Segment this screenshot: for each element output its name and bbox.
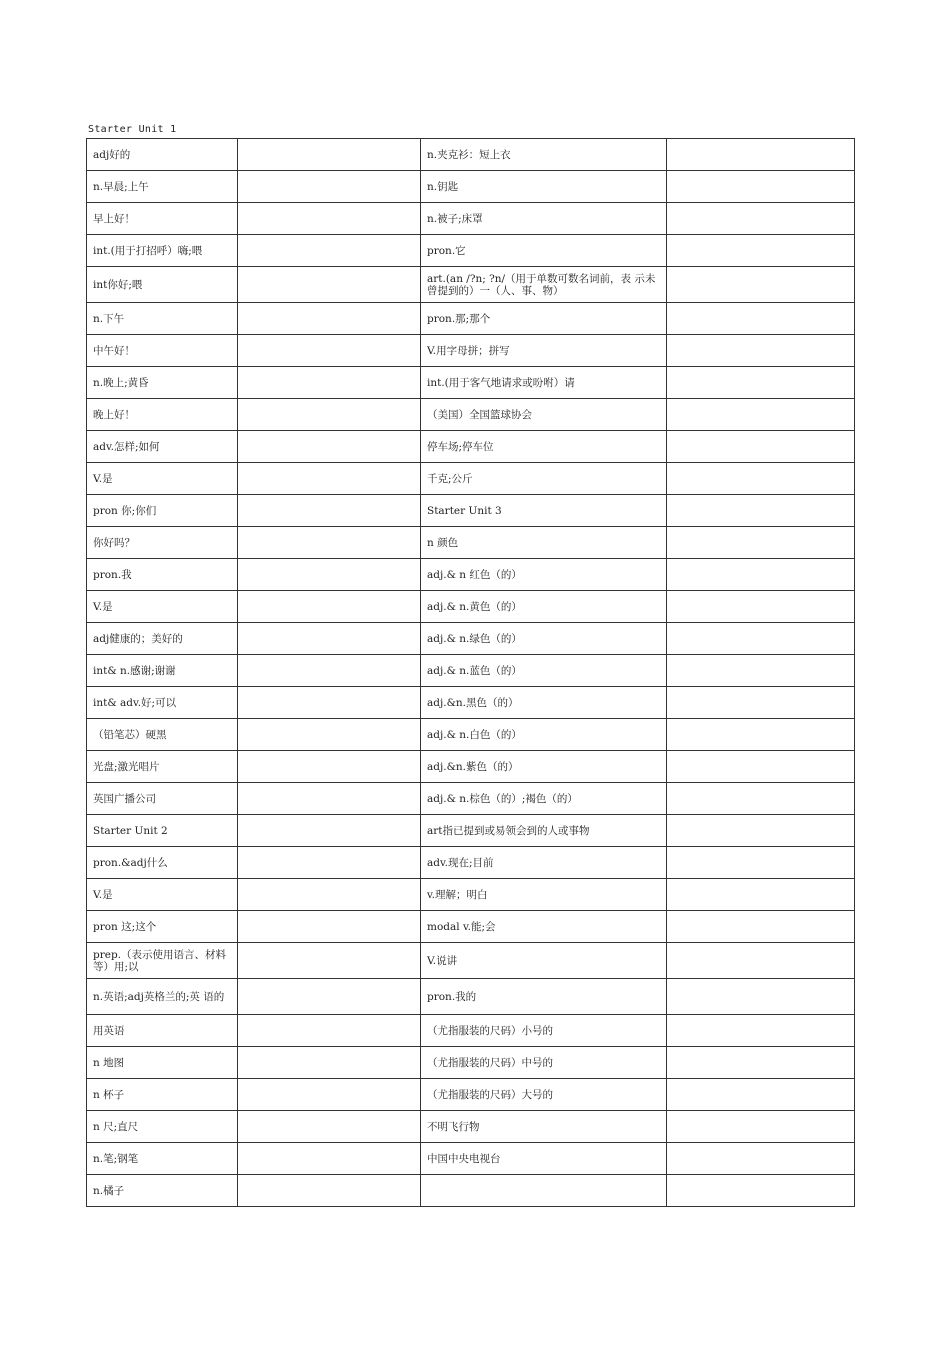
table-row <box>87 335 855 367</box>
table-row <box>87 235 855 267</box>
right-answer-cell <box>667 171 855 203</box>
right-answer-cell <box>667 979 855 1015</box>
left-answer-cell <box>238 431 421 463</box>
left-term-cell: adv.怎样;如何 <box>87 431 238 463</box>
left-term-cell: 你好吗？ <box>87 527 238 559</box>
right-answer-cell <box>667 1047 855 1079</box>
vocabulary-table-body <box>87 139 855 1207</box>
right-answer-cell <box>667 559 855 591</box>
right-answer-cell <box>667 655 855 687</box>
left-term-cell: int& adv.好;可以 <box>87 687 238 719</box>
right-term-cell: 中国中央电视台 <box>421 1143 667 1175</box>
right-answer-cell <box>667 879 855 911</box>
table-row <box>87 623 855 655</box>
right-term-cell: pron.我的 <box>421 979 667 1015</box>
table-row <box>87 367 855 399</box>
table-row <box>87 687 855 719</box>
right-term-cell: （美国）全国篮球协会 <box>421 399 667 431</box>
right-term-cell: n.钥匙 <box>421 171 667 203</box>
right-answer-cell <box>667 847 855 879</box>
left-answer-cell <box>238 1015 421 1047</box>
right-term-cell: int.(用于客气地请求或吩咐）请 <box>421 367 667 399</box>
table-row <box>87 847 855 879</box>
left-answer-cell <box>238 591 421 623</box>
left-answer-cell <box>238 463 421 495</box>
left-term-cell: n.早晨;上午 <box>87 171 238 203</box>
table-row <box>87 719 855 751</box>
left-answer-cell <box>238 267 421 303</box>
left-term-cell: adj健康的；美好的 <box>87 623 238 655</box>
left-answer-cell <box>238 527 421 559</box>
table-row <box>87 1111 855 1143</box>
table-row <box>87 1015 855 1047</box>
left-term-cell: int& n.感谢;谢谢 <box>87 655 238 687</box>
left-answer-cell <box>238 623 421 655</box>
left-term-cell: 光盘;激光唱片 <box>87 751 238 783</box>
left-term-cell: adj好的 <box>87 139 238 171</box>
right-term-cell <box>421 1175 667 1207</box>
left-answer-cell <box>238 1175 421 1207</box>
left-term-cell: n 杯子 <box>87 1079 238 1111</box>
right-answer-cell <box>667 431 855 463</box>
table-row <box>87 171 855 203</box>
left-answer-cell <box>238 235 421 267</box>
left-term-cell: V.是 <box>87 591 238 623</box>
left-term-cell: pron.&adj什么 <box>87 847 238 879</box>
left-answer-cell <box>238 399 421 431</box>
left-term-cell: 用英语 <box>87 1015 238 1047</box>
left-term-cell: n.下午 <box>87 303 238 335</box>
right-answer-cell <box>667 1015 855 1047</box>
right-answer-cell <box>667 267 855 303</box>
left-term-cell: n.笔;钢笔 <box>87 1143 238 1175</box>
table-row <box>87 879 855 911</box>
right-term-cell: adj.&n.紫色（的） <box>421 751 667 783</box>
table-row <box>87 267 855 303</box>
left-answer-cell <box>238 911 421 943</box>
right-term-cell: v.理解；明白 <box>421 879 667 911</box>
table-row <box>87 203 855 235</box>
right-answer-cell <box>667 1079 855 1111</box>
right-answer-cell <box>667 1175 855 1207</box>
right-answer-cell <box>667 719 855 751</box>
right-answer-cell <box>667 527 855 559</box>
right-answer-cell <box>667 367 855 399</box>
right-term-cell: 停车场;停车位 <box>421 431 667 463</box>
right-term-cell: Starter Unit 3 <box>421 495 667 527</box>
right-answer-cell <box>667 623 855 655</box>
right-answer-cell <box>667 203 855 235</box>
left-term-cell: pron.我 <box>87 559 238 591</box>
left-answer-cell <box>238 495 421 527</box>
right-answer-cell <box>667 815 855 847</box>
right-term-cell: （尤指服装的尺码）中号的 <box>421 1047 667 1079</box>
right-term-cell: （尤指服装的尺码）小号的 <box>421 1015 667 1047</box>
right-answer-cell <box>667 1143 855 1175</box>
table-row <box>87 139 855 171</box>
right-term-cell: V.说讲 <box>421 943 667 979</box>
right-term-cell: modal v.能;会 <box>421 911 667 943</box>
left-term-cell: prep.（表示使用语言、材料等）用;以 <box>87 943 238 979</box>
left-term-cell: n.英语;adj英格兰的;英 语的 <box>87 979 238 1015</box>
left-term-cell: 中午好！ <box>87 335 238 367</box>
left-answer-cell <box>238 171 421 203</box>
table-row <box>87 815 855 847</box>
right-term-cell: 不明飞行物 <box>421 1111 667 1143</box>
right-term-cell: adv.现在;目前 <box>421 847 667 879</box>
left-answer-cell <box>238 979 421 1015</box>
table-row <box>87 559 855 591</box>
right-term-cell: 千克;公斤 <box>421 463 667 495</box>
left-term-cell: 英国广播公司 <box>87 783 238 815</box>
right-term-cell: pron.它 <box>421 235 667 267</box>
right-term-cell: art.(an /?n; ?n/（用于单数可数名词前，表 示未曾提到的）一（人、事、物） <box>421 267 667 303</box>
right-term-cell: adj.& n 红色（的） <box>421 559 667 591</box>
left-answer-cell <box>238 1111 421 1143</box>
table-row <box>87 943 855 979</box>
right-term-cell: art指已提到或易领会到的人或事物 <box>421 815 667 847</box>
table-row <box>87 591 855 623</box>
right-answer-cell <box>667 1111 855 1143</box>
left-answer-cell <box>238 687 421 719</box>
left-answer-cell <box>238 1079 421 1111</box>
right-term-cell: （尤指服装的尺码）大号的 <box>421 1079 667 1111</box>
right-answer-cell <box>667 335 855 367</box>
right-answer-cell <box>667 591 855 623</box>
right-term-cell: adj.& n.棕色（的）;褐色（的） <box>421 783 667 815</box>
left-term-cell: n.晚上;黄昏 <box>87 367 238 399</box>
right-term-cell: adj.& n.白色（的） <box>421 719 667 751</box>
left-answer-cell <box>238 655 421 687</box>
left-answer-cell <box>238 203 421 235</box>
table-row <box>87 303 855 335</box>
right-answer-cell <box>667 139 855 171</box>
table-row <box>87 1175 855 1207</box>
right-term-cell: adj.& n.黄色（的） <box>421 591 667 623</box>
left-answer-cell <box>238 367 421 399</box>
left-term-cell: pron 这;这个 <box>87 911 238 943</box>
table-row <box>87 655 855 687</box>
left-term-cell: int你好;喂 <box>87 267 238 303</box>
right-term-cell: pron.那;那个 <box>421 303 667 335</box>
right-answer-cell <box>667 399 855 431</box>
table-row <box>87 979 855 1015</box>
left-term-cell: 早上好！ <box>87 203 238 235</box>
table-row <box>87 911 855 943</box>
table-row <box>87 527 855 559</box>
left-term-cell: n 尺;直尺 <box>87 1111 238 1143</box>
left-answer-cell <box>238 847 421 879</box>
left-term-cell: V.是 <box>87 879 238 911</box>
left-term-cell: n 地图 <box>87 1047 238 1079</box>
left-answer-cell <box>238 139 421 171</box>
table-row <box>87 1047 855 1079</box>
vocabulary-table <box>86 138 855 1207</box>
left-answer-cell <box>238 335 421 367</box>
left-answer-cell <box>238 879 421 911</box>
left-answer-cell <box>238 815 421 847</box>
table-row <box>87 495 855 527</box>
left-answer-cell <box>238 1143 421 1175</box>
right-answer-cell <box>667 687 855 719</box>
right-term-cell: adj.& n.绿色（的） <box>421 623 667 655</box>
left-answer-cell <box>238 943 421 979</box>
right-term-cell: n 颜色 <box>421 527 667 559</box>
right-answer-cell <box>667 783 855 815</box>
table-row <box>87 399 855 431</box>
right-answer-cell <box>667 235 855 267</box>
left-answer-cell <box>238 1047 421 1079</box>
left-answer-cell <box>238 303 421 335</box>
right-answer-cell <box>667 303 855 335</box>
table-row <box>87 431 855 463</box>
left-term-cell: （铅笔芯）硬黑 <box>87 719 238 751</box>
left-answer-cell <box>238 783 421 815</box>
right-term-cell: n.夹克衫：短上衣 <box>421 139 667 171</box>
right-answer-cell <box>667 495 855 527</box>
left-term-cell: n.橘子 <box>87 1175 238 1207</box>
left-answer-cell <box>238 751 421 783</box>
right-term-cell: adj.&n.黑色（的） <box>421 687 667 719</box>
table-row <box>87 463 855 495</box>
right-answer-cell <box>667 751 855 783</box>
left-term-cell: V.是 <box>87 463 238 495</box>
left-answer-cell <box>238 719 421 751</box>
left-term-cell: 晚上好！ <box>87 399 238 431</box>
right-term-cell: V.用字母拼；拼写 <box>421 335 667 367</box>
table-row <box>87 1079 855 1111</box>
table-row <box>87 783 855 815</box>
right-answer-cell <box>667 911 855 943</box>
left-term-cell: int.(用于打招呼）嗨;喂 <box>87 235 238 267</box>
table-row <box>87 751 855 783</box>
right-answer-cell <box>667 943 855 979</box>
table-row <box>87 1143 855 1175</box>
table-caption: Starter Unit 1 <box>88 124 177 135</box>
left-term-cell: pron 你;你们 <box>87 495 238 527</box>
right-term-cell: n.被子;床罩 <box>421 203 667 235</box>
right-term-cell: adj.& n.蓝色（的） <box>421 655 667 687</box>
right-answer-cell <box>667 463 855 495</box>
left-term-cell: Starter Unit 2 <box>87 815 238 847</box>
left-answer-cell <box>238 559 421 591</box>
